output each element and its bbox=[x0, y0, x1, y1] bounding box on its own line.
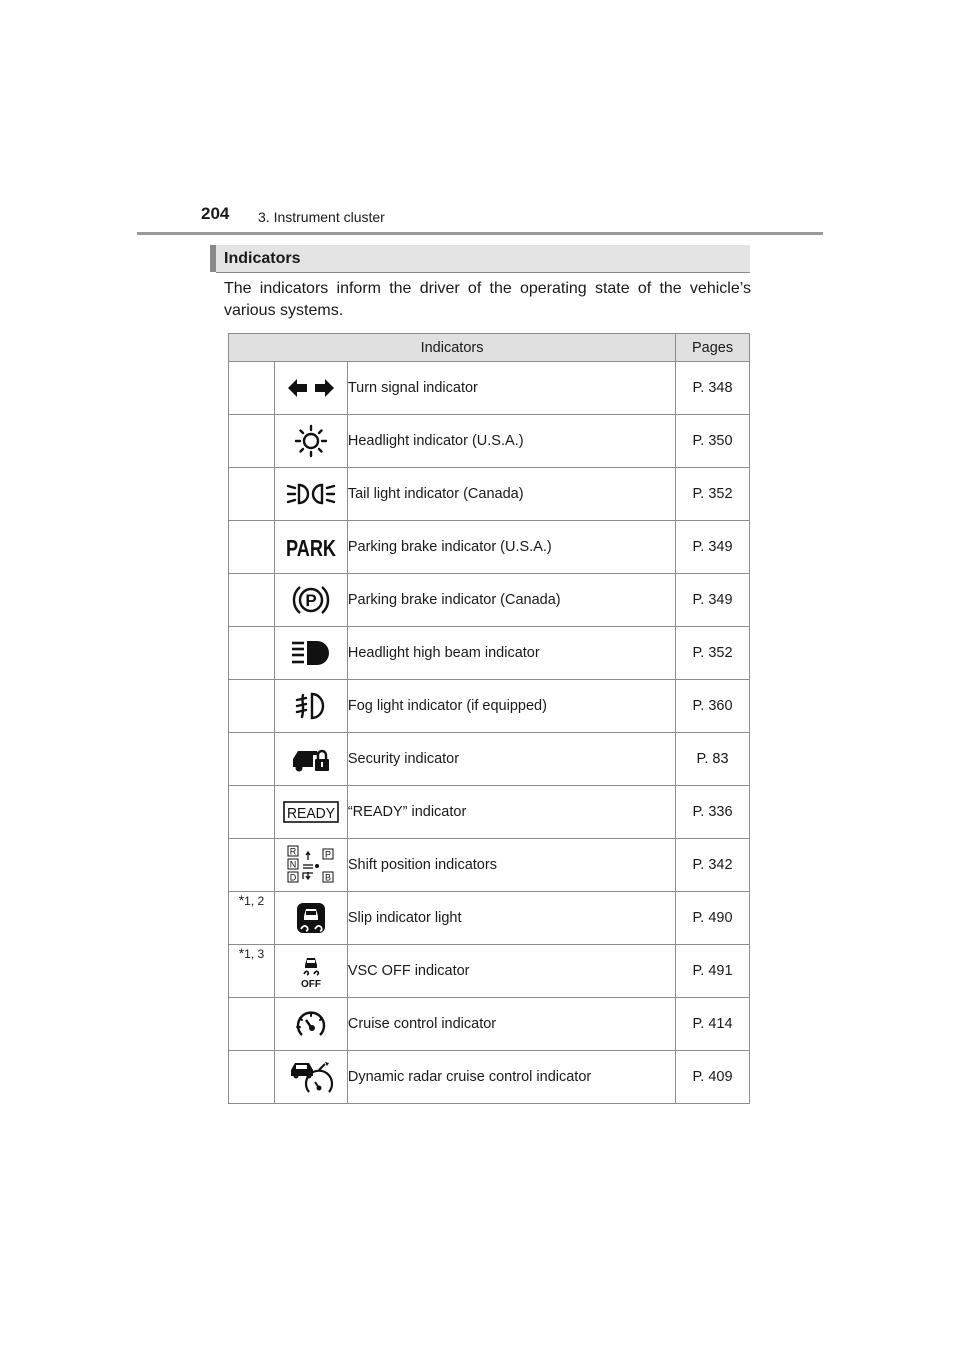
table-row bbox=[229, 521, 750, 574]
note-cell bbox=[229, 362, 275, 415]
header-rule bbox=[137, 232, 823, 235]
table-row bbox=[229, 1051, 750, 1104]
indicator-label: Parking brake indicator (U.S.A.) bbox=[347, 521, 675, 574]
page-reference: P. 349 bbox=[676, 521, 750, 574]
page-reference: P. 490 bbox=[676, 892, 750, 945]
svg-text:B: B bbox=[324, 872, 331, 883]
indicator-label: Headlight indicator (U.S.A.) bbox=[347, 415, 675, 468]
page-reference: P. 342 bbox=[676, 839, 750, 892]
indicator-label: Headlight high beam indicator bbox=[347, 627, 675, 680]
header-indicators: Indicators bbox=[229, 334, 676, 362]
table-row bbox=[229, 627, 750, 680]
section-heading-text: Indicators bbox=[224, 250, 301, 267]
indicator-label: Slip indicator light bbox=[347, 892, 675, 945]
note-cell bbox=[229, 786, 275, 839]
svg-text:R: R bbox=[289, 846, 297, 857]
slip-indicator-icon bbox=[296, 902, 326, 934]
page-reference: P. 349 bbox=[676, 574, 750, 627]
tail-light-icon bbox=[286, 481, 336, 507]
section-heading bbox=[210, 245, 750, 272]
intro-paragraph: The indicators inform the driver of the operating state of the vehicle’s various systems. bbox=[224, 280, 751, 319]
fog-light-icon bbox=[294, 692, 328, 720]
turn-signal-icon bbox=[287, 377, 335, 399]
note-cell bbox=[229, 574, 275, 627]
table-row bbox=[229, 362, 750, 415]
indicator-label: Turn signal indicator bbox=[347, 362, 675, 415]
shift-position-icon bbox=[287, 845, 335, 885]
headlight-icon bbox=[294, 424, 328, 458]
high-beam-icon bbox=[290, 640, 332, 666]
page-reference: P. 348 bbox=[676, 362, 750, 415]
page-reference: P. 360 bbox=[676, 680, 750, 733]
footnote-star: * bbox=[238, 892, 245, 908]
svg-text:D: D bbox=[289, 872, 297, 883]
table-row bbox=[229, 945, 750, 998]
table-row bbox=[229, 892, 750, 945]
header-pages: Pages bbox=[676, 334, 750, 362]
note-cell bbox=[229, 521, 275, 574]
indicator-label: Fog light indicator (if equipped) bbox=[347, 680, 675, 733]
table-header-row bbox=[229, 334, 750, 362]
indicator-label: Security indicator bbox=[347, 733, 675, 786]
page-reference: P. 350 bbox=[676, 415, 750, 468]
note-cell bbox=[229, 839, 275, 892]
table-row bbox=[229, 574, 750, 627]
note-cell bbox=[229, 1051, 275, 1104]
table-row bbox=[229, 839, 750, 892]
footnote-star: * bbox=[238, 945, 245, 961]
section-title: 3. Instrument cluster bbox=[258, 209, 385, 225]
indicator-label: Dynamic radar cruise control indicator bbox=[347, 1051, 675, 1104]
footnote-numbers: 1, 2 bbox=[244, 894, 265, 908]
indicator-label: “READY” indicator bbox=[347, 786, 675, 839]
page-reference: P. 409 bbox=[676, 1051, 750, 1104]
note-cell bbox=[229, 627, 275, 680]
vsc-off-icon bbox=[296, 953, 326, 989]
note-cell bbox=[229, 892, 275, 945]
page-number: 204 bbox=[201, 204, 230, 223]
page-reference: P. 352 bbox=[676, 468, 750, 521]
indicator-label: Tail light indicator (Canada) bbox=[347, 468, 675, 521]
table-row bbox=[229, 786, 750, 839]
cruise-control-icon bbox=[294, 1009, 328, 1039]
svg-text:READY: READY bbox=[286, 805, 335, 822]
note-cell bbox=[229, 945, 275, 998]
indicator-label: Shift position indicators bbox=[347, 839, 675, 892]
radar-cruise-icon bbox=[289, 1060, 333, 1094]
note-cell bbox=[229, 680, 275, 733]
note-cell bbox=[229, 468, 275, 521]
page-reference: P. 352 bbox=[676, 627, 750, 680]
table-row bbox=[229, 680, 750, 733]
parking-brake-circle-icon bbox=[291, 582, 331, 618]
note-cell bbox=[229, 415, 275, 468]
indicator-label: Parking brake indicator (Canada) bbox=[347, 574, 675, 627]
ready-icon bbox=[283, 801, 339, 823]
page-reference: P. 83 bbox=[676, 733, 750, 786]
security-lock-icon bbox=[291, 745, 331, 773]
table-row bbox=[229, 468, 750, 521]
note-cell bbox=[229, 998, 275, 1051]
indicator-label: VSC OFF indicator bbox=[347, 945, 675, 998]
page-reference: P. 491 bbox=[676, 945, 750, 998]
table-row bbox=[229, 733, 750, 786]
table-row bbox=[229, 415, 750, 468]
note-cell bbox=[229, 733, 275, 786]
svg-text:OFF: OFF bbox=[300, 979, 321, 990]
svg-text:P: P bbox=[305, 591, 317, 610]
svg-text:P: P bbox=[324, 849, 331, 860]
svg-text:PARK: PARK bbox=[285, 535, 337, 561]
indicators-table bbox=[228, 333, 750, 1104]
indicator-label: Cruise control indicator bbox=[347, 998, 675, 1051]
park-text-icon bbox=[284, 534, 338, 560]
svg-text:N: N bbox=[289, 859, 297, 870]
footnote-numbers: 1, 3 bbox=[244, 947, 265, 961]
table-row bbox=[229, 998, 750, 1051]
page-reference: P. 414 bbox=[676, 998, 750, 1051]
page-reference: P. 336 bbox=[676, 786, 750, 839]
